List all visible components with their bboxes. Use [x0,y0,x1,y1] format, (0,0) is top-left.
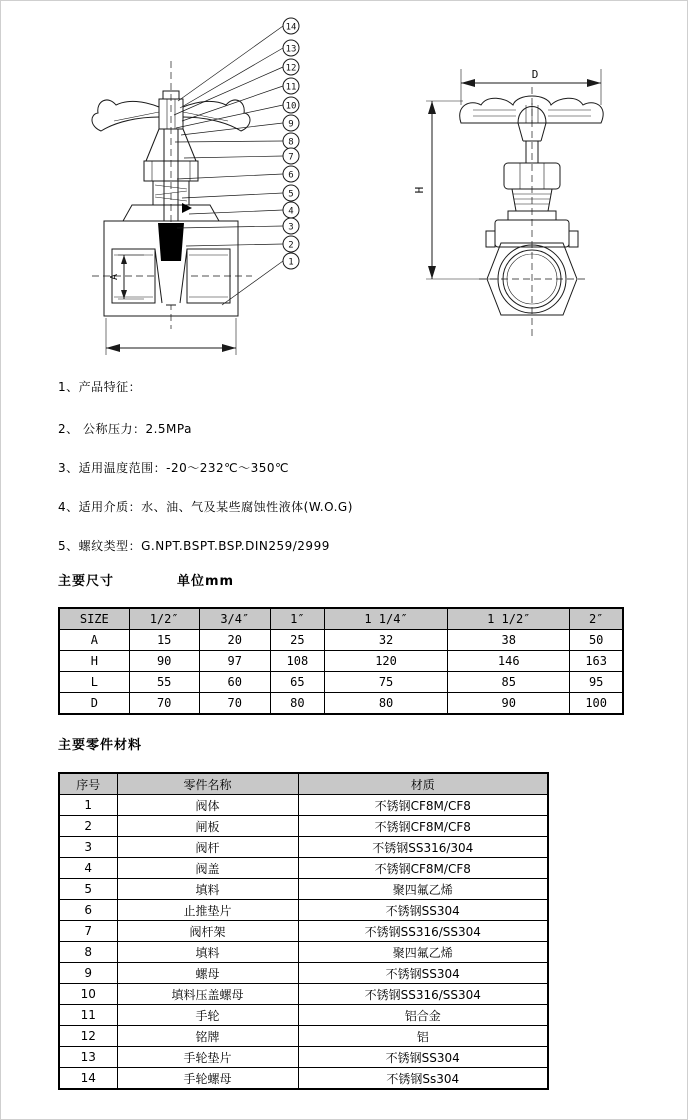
dim-d-label: D [531,68,539,81]
material-cell: 不锈钢CF8M/CF8 [298,795,548,816]
part-name-cell: 铭牌 [117,1026,298,1047]
dims-row-label: A [59,630,129,651]
callout-number: 9 [288,119,294,130]
callout-number: 13 [285,44,297,55]
dims-value-cell: 80 [270,693,324,715]
dims-header-cell: 1 1/4″ [324,608,447,630]
handwheel-front [460,96,603,123]
dims-value-cell: 70 [199,693,270,715]
part-name-cell: 止推垫片 [117,900,298,921]
dims-header-cell: 1/2″ [129,608,199,630]
part-name-cell: 阀盖 [117,858,298,879]
feature-item-2: 2、 公称压力：2.5MPa [58,422,192,436]
materials-row [59,921,548,942]
valve-section-drawing [56,9,314,365]
materials-row [59,879,548,900]
part-name-cell: 螺母 [117,963,298,984]
materials-title: 主要零件材料 [58,738,143,753]
part-name-cell: 阀体 [117,795,298,816]
dims-value-cell: 15 [129,630,199,651]
dims-row-label: D [59,693,129,715]
material-cell: 聚四氟乙烯 [298,942,548,963]
callout-14 [178,18,299,101]
callout-number: 5 [288,189,294,200]
material-cell: 不锈钢SS304 [298,900,548,921]
materials-header-cell: 材质 [298,773,548,795]
part-name-cell: 填料 [117,879,298,900]
dims-row [59,693,623,715]
material-cell: 不锈钢SS304 [298,1047,548,1068]
part-name-cell: 闸板 [117,816,298,837]
dims-row-label: L [59,672,129,693]
dims-value-cell: 75 [324,672,447,693]
bonnet-gland-section [123,161,219,221]
callout-number: 12 [285,63,297,74]
materials-row [59,1026,548,1047]
dims-header-cell: 1″ [270,608,324,630]
dims-header-cell: 1 1/2″ [448,608,570,630]
dims-value-cell: 55 [129,672,199,693]
part-number-cell: 10 [59,984,117,1005]
dimension-l-line [106,318,236,355]
part-number-cell: 6 [59,900,117,921]
material-cell: 不锈钢SS316/SS304 [298,921,548,942]
callout-number: 14 [285,22,297,33]
part-number-cell: 11 [59,1005,117,1026]
dims-value-cell: 90 [129,651,199,672]
materials-row [59,1068,548,1090]
materials-row [59,942,548,963]
material-cell: 不锈钢CF8M/CF8 [298,858,548,879]
dims-value-cell: 120 [324,651,447,672]
part-name-cell: 手轮螺母 [117,1068,298,1090]
part-number-cell: 13 [59,1047,117,1068]
material-cell: 不锈钢Ss304 [298,1068,548,1090]
dims-value-cell: 146 [448,651,570,672]
materials-row [59,816,548,837]
feature-item-3: 3、适用温度范围：-20～232℃～350℃ [58,461,289,475]
dims-value-cell: 163 [570,651,623,672]
materials-row [59,900,548,921]
callout-6 [177,166,299,182]
dims-value-cell: 100 [570,693,623,715]
material-cell: 聚四氟乙烯 [298,879,548,900]
dimension-h [413,101,499,279]
part-name-cell: 手轮垫片 [117,1047,298,1068]
feature-item-4: 4、适用介质：水、油、气及某些腐蚀性液体(W.O.G) [58,500,353,514]
materials-header-cell: 零件名称 [117,773,298,795]
dimension-d [461,68,601,105]
feature-item-5: 5、螺纹类型：G.NPT.BSPT.BSP.DIN259/2999 [58,539,330,553]
part-number-cell: 1 [59,795,117,816]
material-cell: 不锈钢CF8M/CF8 [298,816,548,837]
valve-outline-drawing [399,53,637,355]
material-cell: 不锈钢SS316/SS304 [298,984,548,1005]
callout-5 [182,185,299,201]
callout-number: 7 [288,152,294,163]
materials-header-row [59,773,548,795]
callout-number: 4 [288,206,294,217]
part-number-cell: 8 [59,942,117,963]
part-number-cell: 7 [59,921,117,942]
callout-13 [180,40,299,108]
callout-11 [182,78,299,121]
dimensions-header-row [59,608,623,630]
dims-value-cell: 32 [324,630,447,651]
callout-8 [175,133,299,149]
callout-number: 8 [288,137,294,148]
materials-row [59,1047,548,1068]
part-name-cell: 手轮 [117,1005,298,1026]
materials-row [59,795,548,816]
dims-value-cell: 65 [270,672,324,693]
dimensions-title: 主要尺寸 [58,574,115,589]
dims-value-cell: 85 [448,672,570,693]
material-cell: 不锈钢SS316/304 [298,837,548,858]
part-number-cell: 5 [59,879,117,900]
materials-row [59,837,548,858]
part-number-cell: 12 [59,1026,117,1047]
dims-value-cell: 108 [270,651,324,672]
callout-number: 1 [288,257,294,268]
callout-4 [189,202,299,218]
materials-header-cell: 序号 [59,773,117,795]
dims-value-cell: 90 [448,693,570,715]
part-number-cell: 14 [59,1068,117,1090]
callout-number: 3 [288,222,294,233]
gate-wedge [158,223,184,261]
dims-row [59,672,623,693]
part-name-cell: 填料压盖螺母 [117,984,298,1005]
unit-label: 单位mm [177,574,235,589]
part-name-cell: 填料 [117,942,298,963]
dims-value-cell: 70 [129,693,199,715]
part-name-cell: 阀杆架 [117,921,298,942]
dims-value-cell: 95 [570,672,623,693]
material-cell: 铝 [298,1026,548,1047]
part-name-cell: 阀杆 [117,837,298,858]
materials-table [58,772,549,1090]
dim-h-label: H [413,186,426,194]
callout-2 [186,236,299,252]
dims-value-cell: 38 [448,630,570,651]
dims-value-cell: 97 [199,651,270,672]
part-number-cell: 2 [59,816,117,837]
part-number-cell: 9 [59,963,117,984]
dims-value-cell: 20 [199,630,270,651]
materials-row [59,858,548,879]
materials-row [59,963,548,984]
dims-header-cell: SIZE [59,608,129,630]
dims-row [59,630,623,651]
material-cell: 铝合金 [298,1005,548,1026]
part-number-cell: 3 [59,837,117,858]
dims-row [59,651,623,672]
feature-item-1: 1、产品特征： [58,380,142,394]
materials-row [59,984,548,1005]
dims-row-label: H [59,651,129,672]
dims-value-cell: 80 [324,693,447,715]
dims-header-cell: 3/4″ [199,608,270,630]
dim-a-label: A [109,273,120,281]
callout-1 [222,253,299,305]
material-cell: 不锈钢SS304 [298,963,548,984]
callout-number: 6 [288,170,294,181]
dims-value-cell: 25 [270,630,324,651]
callout-7 [184,148,299,164]
materials-row [59,1005,548,1026]
dims-value-cell: 50 [570,630,623,651]
callout-number: 11 [285,82,297,93]
callout-number: 2 [288,240,294,251]
callout-number: 10 [285,101,297,112]
dimensions-table [58,607,624,715]
dims-header-cell: 2″ [570,608,623,630]
dimension-a [109,255,144,299]
dims-value-cell: 60 [199,672,270,693]
part-number-cell: 4 [59,858,117,879]
